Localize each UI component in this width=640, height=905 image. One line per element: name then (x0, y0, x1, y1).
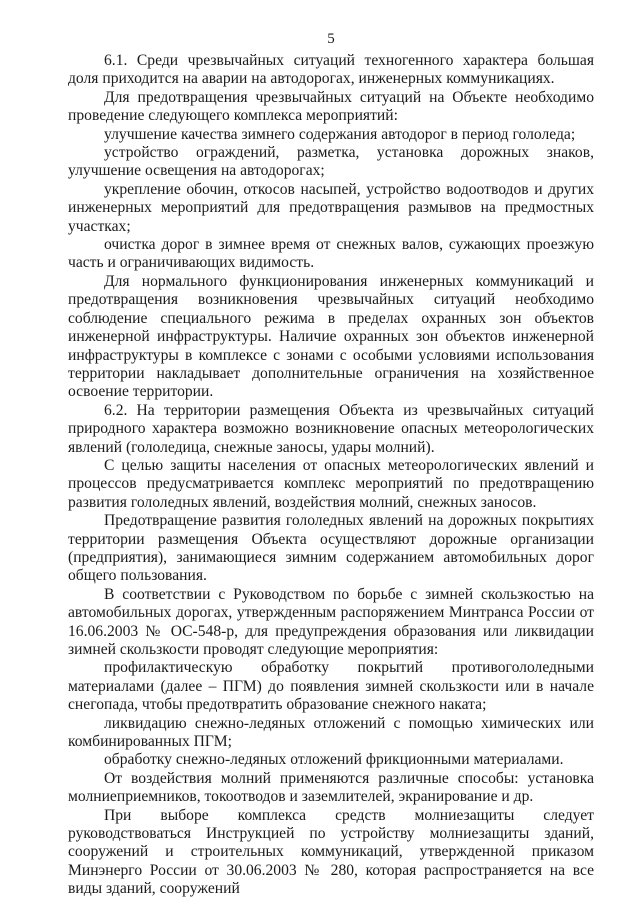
list-item-fencing-marking: устройство ограждений, разметка, установка дорожных знаков, улучшение освещения на автодорогах; (68, 144, 594, 180)
page-number: 5 (327, 31, 335, 47)
list-item-friction-materials: обработку снежно-ледяных отложений фрикционными материалами. (104, 751, 564, 769)
paragraph-lightning-instruction: При выборе комплекса средств молниезащиты следует руководствоваться Инструкцией по устройству молниезащиты зданий, сооружений и строительных коммуникаций, утвержденной приказом Минэнерго России от 30.06.2003 № 280, которая распространяется на все виды зданий, сооружений (68, 806, 594, 898)
list-item-chemical-removal: ликвидацию снежно-ледяных отложений с помощью химических или комбинированных ПГМ; (68, 714, 594, 751)
paragraph-population-protection: С целью защиты населения от опасных метеорологических явлений и процессов предусматривается комплекс мероприятий по предотвращению развития гололедных явлений, воздействия молний, снежных заносов. (68, 456, 594, 511)
list-item-snow-clearing: очистка дорог в зимнее время от снежных валов, сужающих проезжую часть и ограничивающих видимость. (68, 236, 594, 272)
list-item-preventive-treatment: профилактическую обработку покрытий противогололедными материалами (далее – ПГМ) до появления зимней скользкости или в начале снегопада, чтобы предотвратить образование снежного наката; (68, 659, 594, 714)
paragraph-icing-prevention: Предотвращение развития гололедных явлений на дорожных покрытиях территории размещения Объекта осуществляют дорожные организации (предприятия), занимающиеся зимним содержанием автомобильных дорог общего пользования. (68, 512, 594, 585)
paragraph-lightning-methods: От воздействия молний применяются различные способы: установка молниеприемников, токоотводов и заземлителей, экранирование и др. (68, 769, 594, 806)
paragraph-mintrans-guidance: В соответствии с Руководством по борьбе с зимней скользкостью на автомобильных дорогах, утвержденным распоряжением Минтранса России от 16.06.2003 № ОС-548-р, для предупреждения образования или ликвидации зимней скользкости проводят следующие мероприятия: (68, 585, 594, 658)
paragraph-protection-zones: Для нормального функционирования инженерных коммуникаций и предотвращения возникновения чрезвычайных ситуаций необходимо соблюдение специального режима в пределах охранных зон объектов инженерной инфраструктуры. Наличие охранных зон объектов инженерной инфраструктуры в комплексе с зонами с особыми условиями использования территории накладывает дополнительные ограничения на хозяйственное освоение территории. (68, 272, 594, 401)
list-item-winter-maintenance: улучшение качества зимнего содержания автодорог в период гололеда; (104, 125, 576, 143)
list-item-shoulder-strengthening: укрепление обочин, откосов насыпей, устройство водоотводов и других инженерных мероприятий для предотвращения размывов на предмостных участках; (68, 180, 594, 235)
paragraph-6-1: 6.1. Среди чрезвычайных ситуаций техногенного характера большая доля приходится на аварии на автодорогах, инженерных коммуникациях. (68, 52, 594, 88)
paragraph-prevention-intro: Для предотвращения чрезвычайных ситуаций на Объекте необходимо проведение следующего комплекса мероприятий: (68, 88, 594, 125)
paragraph-6-2: 6.2. На территории размещения Объекта из чрезвычайных ситуаций природного характера возможно возникновение опасных метеорологических явлений (гололедица, снежные заносы, удары молний). (68, 401, 594, 456)
